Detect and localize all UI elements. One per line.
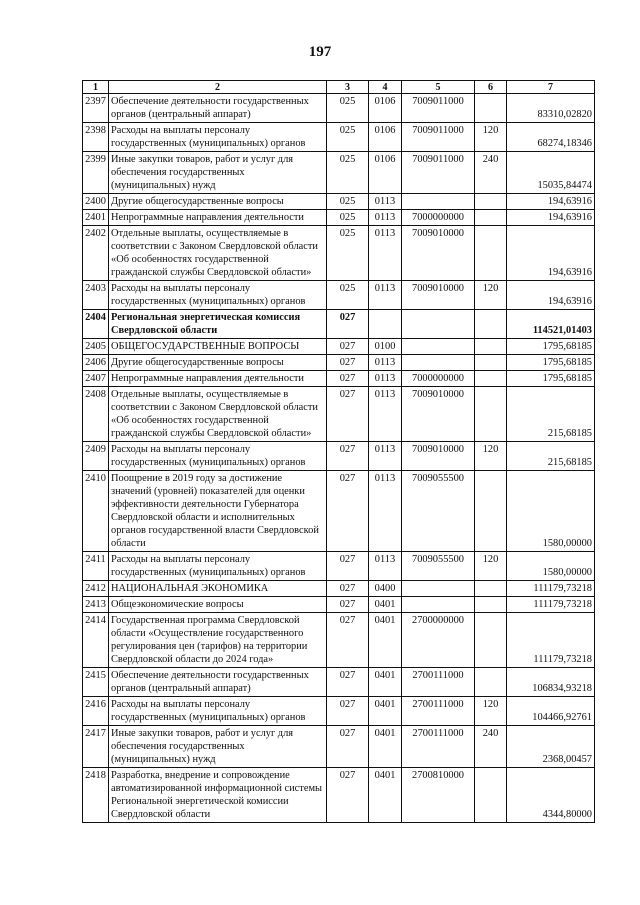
row-col-4: 0113: [369, 281, 402, 310]
row-col-4: 0113: [369, 210, 402, 226]
row-number: 2417: [83, 726, 109, 768]
row-number: 2404: [83, 310, 109, 339]
row-col-6: [475, 471, 507, 552]
row-col-5: 2700111000: [402, 697, 475, 726]
row-col-5: 7009055500: [402, 471, 475, 552]
table-row: [83, 613, 595, 668]
row-col-4: 0113: [369, 371, 402, 387]
row-col-5: 7000000000: [402, 371, 475, 387]
row-col-4: 0401: [369, 697, 402, 726]
table-row: [83, 387, 595, 442]
row-col-4: 0113: [369, 387, 402, 442]
row-amount: 194,63916: [507, 281, 595, 310]
row-col-3: 025: [327, 123, 369, 152]
row-amount: 83310,02820: [507, 94, 595, 123]
table-row: [83, 94, 595, 123]
header-col-1: 1: [83, 81, 109, 94]
row-col-5: 2700111000: [402, 668, 475, 697]
row-col-6: [475, 613, 507, 668]
row-col-5: 7009055500: [402, 552, 475, 581]
table-row: [83, 123, 595, 152]
row-description: Отдельные выплаты, осуществляемые в соответствии с Законом Свердловской области «Об особенностях государственной гражданской службы Свердловской области»: [109, 387, 327, 442]
row-col-6: [475, 210, 507, 226]
row-col-5: [402, 310, 475, 339]
row-number: 2415: [83, 668, 109, 697]
table-row: [83, 552, 595, 581]
row-col-4: 0106: [369, 94, 402, 123]
table-row: [83, 194, 595, 210]
row-amount: 111179,73218: [507, 597, 595, 613]
row-description: Поощрение в 2019 году за достижение значений (уровней) показателей для оценки эффективности деятельности Губернатора Свердловской области и исполнительных органов государственной власти Свердловской области: [109, 471, 327, 552]
row-number: 2401: [83, 210, 109, 226]
row-col-3: 025: [327, 152, 369, 194]
row-col-6: 120: [475, 281, 507, 310]
row-col-6: 120: [475, 552, 507, 581]
row-col-6: 120: [475, 442, 507, 471]
row-col-4: 0113: [369, 194, 402, 210]
table-body: [83, 94, 595, 823]
table-row: [83, 310, 595, 339]
row-col-3: 027: [327, 726, 369, 768]
row-description: Другие общегосударственные вопросы: [109, 355, 327, 371]
row-amount: 15035,84474: [507, 152, 595, 194]
row-description: Иные закупки товаров, работ и услуг для обеспечения государственных (муниципальных) нужд: [109, 152, 327, 194]
row-col-3: 025: [327, 194, 369, 210]
row-col-4: 0113: [369, 442, 402, 471]
row-col-5: 7009011000: [402, 94, 475, 123]
table-row: [83, 471, 595, 552]
row-amount: 1795,68185: [507, 371, 595, 387]
row-col-4: 0401: [369, 768, 402, 823]
row-amount: 68274,18346: [507, 123, 595, 152]
row-col-6: [475, 310, 507, 339]
row-col-6: 120: [475, 697, 507, 726]
header-col-2: 2: [109, 81, 327, 94]
row-number: 2416: [83, 697, 109, 726]
table-row: [83, 442, 595, 471]
header-row: [83, 81, 595, 94]
row-description: Общеэкономические вопросы: [109, 597, 327, 613]
row-amount: 1795,68185: [507, 339, 595, 355]
row-description: ОБЩЕГОСУДАРСТВЕННЫЕ ВОПРОСЫ: [109, 339, 327, 355]
row-number: 2400: [83, 194, 109, 210]
row-description: Непрограммные направления деятельности: [109, 210, 327, 226]
row-col-3: 027: [327, 668, 369, 697]
row-description: НАЦИОНАЛЬНАЯ ЭКОНОМИКА: [109, 581, 327, 597]
row-col-6: 240: [475, 152, 507, 194]
table-row: [83, 339, 595, 355]
row-col-3: 027: [327, 371, 369, 387]
row-number: 2409: [83, 442, 109, 471]
row-col-3: 027: [327, 597, 369, 613]
row-number: 2410: [83, 471, 109, 552]
row-amount: 104466,92761: [507, 697, 595, 726]
row-col-5: [402, 194, 475, 210]
row-number: 2406: [83, 355, 109, 371]
table-row: [83, 697, 595, 726]
row-col-3: 027: [327, 310, 369, 339]
row-col-6: [475, 581, 507, 597]
table-row: [83, 668, 595, 697]
row-col-5: 7009010000: [402, 442, 475, 471]
row-amount: 114521,01403: [507, 310, 595, 339]
row-col-6: [475, 371, 507, 387]
row-col-3: 027: [327, 442, 369, 471]
row-col-4: 0401: [369, 726, 402, 768]
row-col-4: 0401: [369, 613, 402, 668]
row-number: 2408: [83, 387, 109, 442]
row-amount: 1580,00000: [507, 552, 595, 581]
row-col-4: 0400: [369, 581, 402, 597]
row-description: Расходы на выплаты персоналу государственных (муниципальных) органов: [109, 281, 327, 310]
row-col-5: 2700000000: [402, 613, 475, 668]
row-col-3: 027: [327, 581, 369, 597]
row-col-4: [369, 310, 402, 339]
row-col-5: 7009011000: [402, 152, 475, 194]
table-row: [83, 581, 595, 597]
row-description: Расходы на выплаты персоналу государственных (муниципальных) органов: [109, 697, 327, 726]
row-col-3: 027: [327, 471, 369, 552]
row-col-4: 0106: [369, 123, 402, 152]
row-col-4: 0401: [369, 668, 402, 697]
row-description: Отдельные выплаты, осуществляемые в соответствии с Законом Свердловской области «Об особенностях государственной гражданской службы Свердловской области»: [109, 226, 327, 281]
budget-table: [82, 80, 595, 823]
row-description: Региональная энергетическая комиссия Свердловской области: [109, 310, 327, 339]
row-description: Обеспечение деятельности государственных органов (центральный аппарат): [109, 668, 327, 697]
row-col-4: 0100: [369, 339, 402, 355]
row-col-6: 240: [475, 726, 507, 768]
row-col-3: 027: [327, 552, 369, 581]
row-amount: 194,63916: [507, 226, 595, 281]
row-col-3: 025: [327, 210, 369, 226]
header-col-6: 6: [475, 81, 507, 94]
row-amount: 1580,00000: [507, 471, 595, 552]
header-col-3: 3: [327, 81, 369, 94]
row-amount: 106834,93218: [507, 668, 595, 697]
row-amount: 1795,68185: [507, 355, 595, 371]
row-col-4: 0113: [369, 226, 402, 281]
row-col-5: [402, 355, 475, 371]
row-col-3: 025: [327, 94, 369, 123]
row-amount: 215,68185: [507, 442, 595, 471]
table-row: [83, 226, 595, 281]
row-amount: 4344,80000: [507, 768, 595, 823]
row-col-5: [402, 581, 475, 597]
row-col-5: 7009010000: [402, 387, 475, 442]
table-row: [83, 152, 595, 194]
row-col-3: 027: [327, 768, 369, 823]
row-col-6: [475, 94, 507, 123]
row-col-5: [402, 339, 475, 355]
row-col-6: [475, 768, 507, 823]
row-description: Другие общегосударственные вопросы: [109, 194, 327, 210]
row-amount: 2368,00457: [507, 726, 595, 768]
row-amount: 111179,73218: [507, 613, 595, 668]
header-col-5: 5: [402, 81, 475, 94]
row-number: 2413: [83, 597, 109, 613]
row-col-4: 0106: [369, 152, 402, 194]
row-description: Разработка, внедрение и сопровождение автоматизированной информационной системы Региональной энергетической комиссии Свердловской области: [109, 768, 327, 823]
row-col-5: [402, 597, 475, 613]
row-col-3: 025: [327, 281, 369, 310]
row-amount: 111179,73218: [507, 581, 595, 597]
row-col-6: 120: [475, 123, 507, 152]
row-col-4: 0401: [369, 597, 402, 613]
row-col-3: 027: [327, 387, 369, 442]
table-row: [83, 371, 595, 387]
row-col-4: 0113: [369, 355, 402, 371]
table-row: [83, 768, 595, 823]
row-col-3: 027: [327, 339, 369, 355]
row-col-3: 025: [327, 226, 369, 281]
row-number: 2414: [83, 613, 109, 668]
row-col-6: [475, 339, 507, 355]
row-col-5: 7009010000: [402, 281, 475, 310]
table-row: [83, 210, 595, 226]
page-number: 197: [308, 44, 332, 60]
row-col-5: 2700810000: [402, 768, 475, 823]
row-number: 2418: [83, 768, 109, 823]
row-amount: 194,63916: [507, 210, 595, 226]
row-description: Расходы на выплаты персоналу государственных (муниципальных) органов: [109, 442, 327, 471]
row-col-4: 0113: [369, 471, 402, 552]
row-description: Расходы на выплаты персоналу государственных (муниципальных) органов: [109, 552, 327, 581]
table-row: [83, 355, 595, 371]
row-number: 2399: [83, 152, 109, 194]
row-col-6: [475, 355, 507, 371]
row-number: 2405: [83, 339, 109, 355]
table-row: [83, 281, 595, 310]
row-col-6: [475, 597, 507, 613]
row-col-6: [475, 226, 507, 281]
row-col-6: [475, 387, 507, 442]
row-col-3: 027: [327, 613, 369, 668]
row-col-6: [475, 668, 507, 697]
row-description: Иные закупки товаров, работ и услуг для обеспечения государственных (муниципальных) нужд: [109, 726, 327, 768]
header-col-7: 7: [507, 81, 595, 94]
row-col-5: 7000000000: [402, 210, 475, 226]
row-col-6: [475, 194, 507, 210]
table-row: [83, 726, 595, 768]
row-amount: 194,63916: [507, 194, 595, 210]
row-col-3: 027: [327, 355, 369, 371]
header-col-4: 4: [369, 81, 402, 94]
row-col-3: 027: [327, 697, 369, 726]
row-description: Государственная программа Свердловской области «Осуществление государственного регулирования цен (тарифов) на территории Свердловской области до 2024 года»: [109, 613, 327, 668]
row-number: 2402: [83, 226, 109, 281]
row-description: Обеспечение деятельности государственных органов (центральный аппарат): [109, 94, 327, 123]
row-number: 2403: [83, 281, 109, 310]
row-col-5: 7009010000: [402, 226, 475, 281]
row-number: 2411: [83, 552, 109, 581]
table-row: [83, 597, 595, 613]
row-amount: 215,68185: [507, 387, 595, 442]
row-number: 2412: [83, 581, 109, 597]
row-col-5: 7009011000: [402, 123, 475, 152]
row-col-5: 2700111000: [402, 726, 475, 768]
row-description: Непрограммные направления деятельности: [109, 371, 327, 387]
row-number: 2407: [83, 371, 109, 387]
row-description: Расходы на выплаты персоналу государственных (муниципальных) органов: [109, 123, 327, 152]
row-number: 2398: [83, 123, 109, 152]
row-col-4: 0113: [369, 552, 402, 581]
row-number: 2397: [83, 94, 109, 123]
